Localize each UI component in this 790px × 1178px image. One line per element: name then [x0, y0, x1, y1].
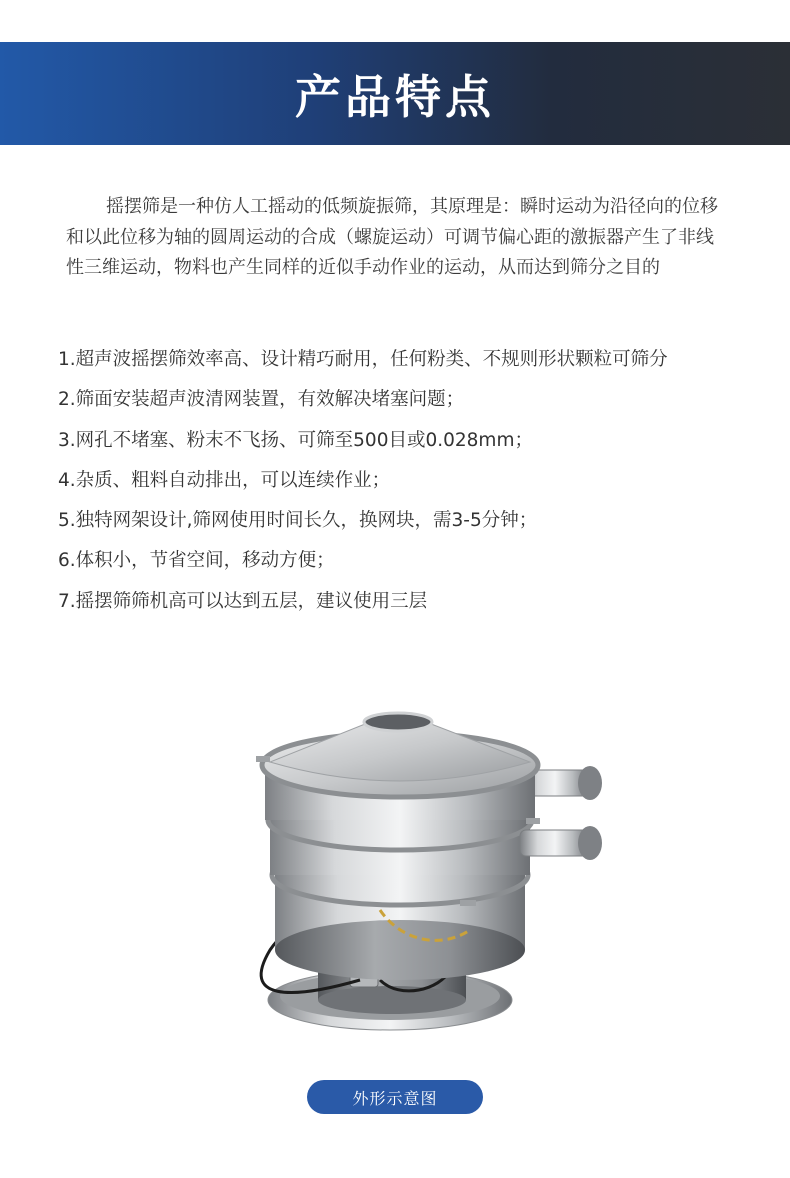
caption-badge — [307, 1080, 483, 1114]
feature-item: 7.摇摆筛筛机高可以达到五层，建议使用三层 — [58, 590, 428, 612]
inlet — [364, 713, 432, 731]
feature-list — [58, 340, 758, 622]
intro-paragraph: 摇摆筛是一种仿人工摇动的低频旋振筛，其原理是：瞬时运动为沿径向的位移和以此位移为轴的圆周运动的合成（螺旋运动）可调节偏心距的激振器产生了非线性三维运动，物料也产生同样的近似手动作业的运动，从而达到筛分之目的 — [66, 196, 718, 278]
section-title: 产品特点 — [295, 69, 495, 124]
feature-item: 2.筛面安装超声波清网装置，有效解决堵塞问题； — [58, 389, 465, 411]
feature-item: 3.网孔不堵塞、粉末不飞扬、可筛至500目或0.028mm； — [58, 429, 533, 451]
caption-label: 外形示意图 — [352, 1088, 438, 1108]
title-banner — [0, 42, 790, 145]
feature-item: 5.独特网架设计,筛网使用时间长久，换网块，需3-5分钟； — [58, 510, 538, 532]
feature-item: 4.杂质、粗料自动排出，可以连续作业； — [58, 469, 391, 491]
feature-item: 1.超声波摇摆筛效率高、设计精巧耐用，任何粉类、不规则形状颗粒可筛分 — [58, 349, 668, 370]
feature-item: 6.体积小，节省空间，移动方便； — [58, 550, 335, 572]
product-image — [230, 700, 620, 1040]
